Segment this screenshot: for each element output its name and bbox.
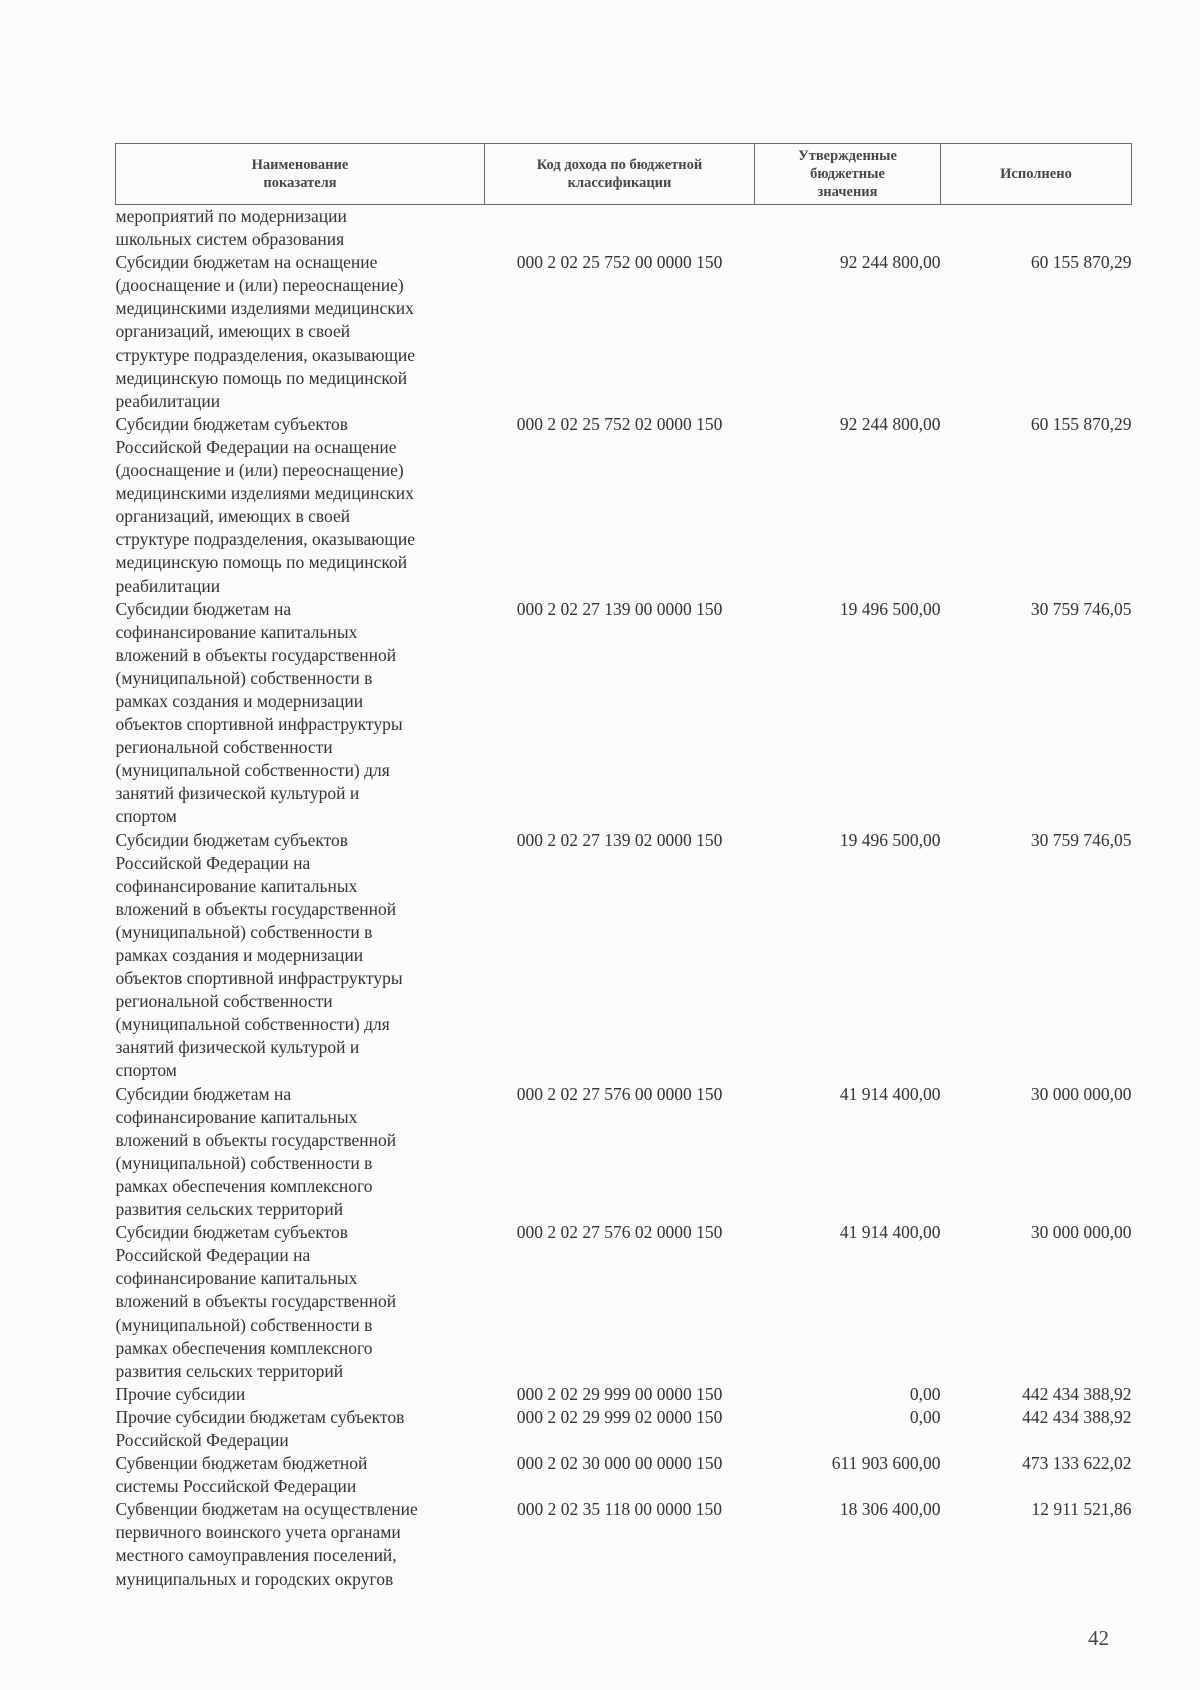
revenue-code-cell: 000 2 02 27 576 02 0000 150: [516, 1222, 723, 1243]
header-revenue-code: Код дохода по бюджетной классификации: [485, 144, 755, 205]
budget-revenue-table: [115, 143, 1132, 1591]
revenue-code-cell: 000 2 02 29 999 00 0000 150: [516, 1383, 723, 1404]
approved-value-cell: 0,00: [909, 1406, 941, 1427]
executed-value-cell: 30 759 746,05: [1030, 598, 1132, 619]
indicator-name-cell: Субсидии бюджетам на софинансирование капитальных вложений в объекты государственной (муниципальной) собственности в рамках создания и модернизации объектов спортивной инфраструктуры региональной собственности (муниципальной собственности) для занятий физической культурой и спортом: [115, 598, 403, 827]
table-row: [116, 413, 1132, 598]
executed-value-cell: 12 911 521,86: [1031, 1499, 1132, 1520]
indicator-name-cell: Субсидии бюджетам субъектов Российской Федерации на софинансирование капитальных вложений в объекты государственной (муниципальной) собственности в рамках обеспечения комплексного развития сельских территорий: [115, 1222, 397, 1381]
table-row: [116, 1383, 1132, 1406]
page-number: 42: [1088, 1626, 1109, 1650]
indicator-name-cell: Субсидии бюджетам на софинансирование капитальных вложений в объекты государственной (муниципальной) собственности в рамках обеспечения комплексного развития сельских территорий: [115, 1083, 397, 1220]
revenue-code-cell: [485, 205, 755, 252]
table-row: [116, 1406, 1132, 1452]
table-row: [116, 251, 1132, 413]
executed-value-cell: 60 155 870,29: [1030, 413, 1132, 434]
executed-value-cell: 442 434 388,92: [1022, 1406, 1132, 1427]
indicator-name-cell: Субсидии бюджетам субъектов Российской Федерации на оснащение (дооснащение и (или) переоснащение) медицинскими изделиями медицинских организаций, имеющих в своей структуре подразделения, оказывающие медицинскую помощь по медицинской реабилитации: [115, 413, 415, 596]
revenue-code-cell: 000 2 02 29 999 02 0000 150: [516, 1406, 723, 1427]
revenue-code-cell: 000 2 02 27 139 00 0000 150: [516, 598, 723, 619]
executed-value-cell: 442 434 388,92: [1022, 1383, 1132, 1404]
executed-value-cell: 30 000 000,00: [1030, 1222, 1132, 1243]
indicator-name-cell: мероприятий по модернизации школьных систем образования: [115, 206, 347, 250]
indicator-name-cell: Прочие субсидии бюджетам субъектов Российской Федерации: [115, 1406, 405, 1450]
table-row: [116, 598, 1132, 829]
executed-value-cell: [941, 205, 1132, 252]
table-row: [116, 205, 1132, 252]
header-approved-values: Утвержденные бюджетные значения: [755, 144, 941, 205]
approved-value-cell: 0,00: [909, 1383, 941, 1404]
approved-value-cell: 92 244 800,00: [839, 413, 941, 434]
table-row: [116, 1221, 1132, 1383]
header-executed: Исполнено: [941, 144, 1132, 205]
approved-value-cell: 19 496 500,00: [839, 598, 941, 619]
approved-value-cell: 18 306 400,00: [839, 1499, 941, 1520]
revenue-code-cell: 000 2 02 25 752 02 0000 150: [516, 413, 723, 434]
executed-value-cell: 473 133 622,02: [1022, 1453, 1132, 1474]
executed-value-cell: 30 000 000,00: [1030, 1083, 1132, 1104]
table-body: [116, 205, 1132, 1591]
executed-value-cell: 60 155 870,29: [1030, 252, 1132, 273]
table-row: [116, 1498, 1132, 1590]
indicator-name-cell: Субсидии бюджетам субъектов Российской Федерации на софинансирование капитальных вложений в объекты государственной (муниципальной) собственности в рамках создания и модернизации объектов спортивной инфраструктуры региональной собственности (муниципальной собственности) для занятий физической культурой и спортом: [115, 829, 403, 1081]
header-indicator-name: Наименование показателя: [116, 144, 485, 205]
table-row: [116, 829, 1132, 1083]
approved-value-cell: 19 496 500,00: [839, 829, 941, 850]
approved-value-cell: 41 914 400,00: [839, 1083, 941, 1104]
table-header: [116, 144, 1132, 205]
revenue-code-cell: 000 2 02 27 139 02 0000 150: [516, 829, 723, 850]
approved-value-cell: 41 914 400,00: [839, 1222, 941, 1243]
indicator-name-cell: Субсидии бюджетам на оснащение (дооснащение и (или) переоснащение) медицинскими изделиями медицинских организаций, имеющих в своей структуре подразделения, оказывающие медицинскую помощь по медицинской реабилитации: [115, 252, 415, 411]
indicator-name-cell: Прочие субсидии: [115, 1383, 246, 1404]
indicator-name-cell: Субвенции бюджетам бюджетной системы Российской Федерации: [115, 1453, 368, 1497]
indicator-name-cell: Субвенции бюджетам на осуществление первичного воинского учета органами местного самоуправления поселений, муниципальных и городских округов: [115, 1499, 418, 1589]
revenue-code-cell: 000 2 02 27 576 00 0000 150: [516, 1083, 723, 1104]
table-row: [116, 1452, 1132, 1498]
approved-value-cell: 611 903 600,00: [831, 1453, 941, 1474]
approved-value-cell: [755, 205, 941, 252]
revenue-code-cell: 000 2 02 35 118 00 0000 150: [517, 1499, 722, 1520]
executed-value-cell: 30 759 746,05: [1030, 829, 1132, 850]
approved-value-cell: 92 244 800,00: [839, 252, 941, 273]
revenue-code-cell: 000 2 02 30 000 00 0000 150: [516, 1453, 723, 1474]
revenue-code-cell: 000 2 02 25 752 00 0000 150: [516, 252, 723, 273]
table-row: [116, 1083, 1132, 1222]
